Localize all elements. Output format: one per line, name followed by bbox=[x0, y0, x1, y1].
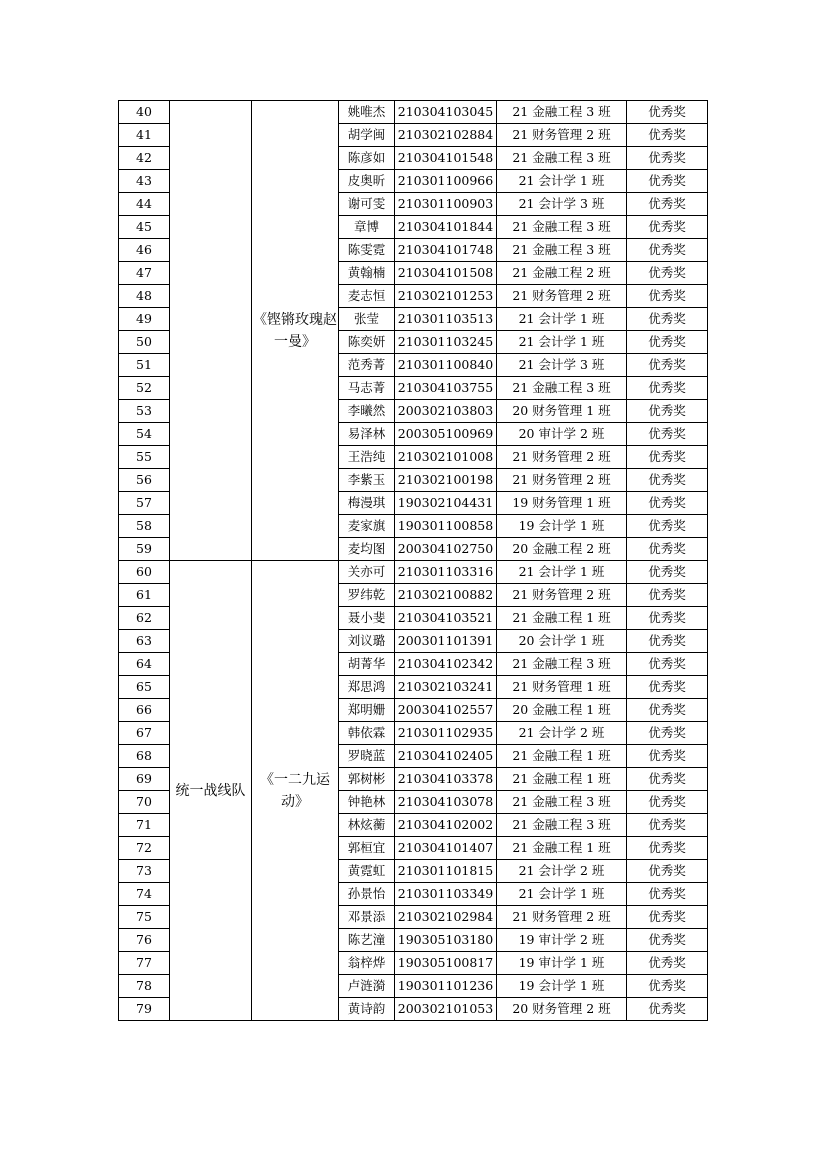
award-cell: 优秀奖 bbox=[627, 400, 708, 423]
row-number-cell: 77 bbox=[119, 952, 170, 975]
award-cell: 优秀奖 bbox=[627, 515, 708, 538]
student-id-cell: 190305100817 bbox=[395, 952, 497, 975]
student-id-cell: 210304103521 bbox=[395, 607, 497, 630]
student-id-cell: 210302102984 bbox=[395, 906, 497, 929]
row-number-cell: 46 bbox=[119, 239, 170, 262]
row-number-cell: 49 bbox=[119, 308, 170, 331]
student-name-cell: 陈奕妍 bbox=[339, 331, 395, 354]
class-name-cell: 21 金融工程 1 班 bbox=[497, 768, 627, 791]
award-cell: 优秀奖 bbox=[627, 653, 708, 676]
student-id-cell: 210304101748 bbox=[395, 239, 497, 262]
class-name-cell: 21 财务管理 1 班 bbox=[497, 676, 627, 699]
award-cell: 优秀奖 bbox=[627, 262, 708, 285]
row-number-cell: 61 bbox=[119, 584, 170, 607]
work-title-cell: 《一二九运动》 bbox=[252, 561, 339, 1021]
award-cell: 优秀奖 bbox=[627, 607, 708, 630]
class-name-cell: 21 会计学 2 班 bbox=[497, 860, 627, 883]
student-id-cell: 210301103349 bbox=[395, 883, 497, 906]
student-name-cell: 张莹 bbox=[339, 308, 395, 331]
class-name-cell: 21 金融工程 1 班 bbox=[497, 607, 627, 630]
class-name-cell: 21 会计学 1 班 bbox=[497, 883, 627, 906]
student-id-cell: 210301100840 bbox=[395, 354, 497, 377]
student-id-cell: 200301101391 bbox=[395, 630, 497, 653]
student-id-cell: 210304102002 bbox=[395, 814, 497, 837]
award-cell: 优秀奖 bbox=[627, 975, 708, 998]
student-id-cell: 210304103755 bbox=[395, 377, 497, 400]
row-number-cell: 78 bbox=[119, 975, 170, 998]
award-cell: 优秀奖 bbox=[627, 423, 708, 446]
student-id-cell: 210302100882 bbox=[395, 584, 497, 607]
award-cell: 优秀奖 bbox=[627, 630, 708, 653]
row-number-cell: 59 bbox=[119, 538, 170, 561]
class-name-cell: 21 财务管理 2 班 bbox=[497, 124, 627, 147]
class-name-cell: 21 会计学 1 班 bbox=[497, 561, 627, 584]
student-id-cell: 210304101407 bbox=[395, 837, 497, 860]
row-number-cell: 44 bbox=[119, 193, 170, 216]
class-name-cell: 21 会计学 3 班 bbox=[497, 354, 627, 377]
student-id-cell: 190301100858 bbox=[395, 515, 497, 538]
award-cell: 优秀奖 bbox=[627, 285, 708, 308]
row-number-cell: 58 bbox=[119, 515, 170, 538]
student-id-cell: 210301103245 bbox=[395, 331, 497, 354]
student-name-cell: 孙景怡 bbox=[339, 883, 395, 906]
student-id-cell: 210301101815 bbox=[395, 860, 497, 883]
student-id-cell: 200302101053 bbox=[395, 998, 497, 1021]
class-name-cell: 20 金融工程 2 班 bbox=[497, 538, 627, 561]
table-row bbox=[119, 101, 708, 124]
student-name-cell: 钟艳林 bbox=[339, 791, 395, 814]
student-id-cell: 210304101508 bbox=[395, 262, 497, 285]
student-id-cell: 190302104431 bbox=[395, 492, 497, 515]
row-number-cell: 62 bbox=[119, 607, 170, 630]
student-name-cell: 郭桓宜 bbox=[339, 837, 395, 860]
row-number-cell: 40 bbox=[119, 101, 170, 124]
student-name-cell: 麦家旗 bbox=[339, 515, 395, 538]
student-id-cell: 210301100903 bbox=[395, 193, 497, 216]
student-name-cell: 林炫蘅 bbox=[339, 814, 395, 837]
table-body bbox=[119, 101, 708, 1021]
row-number-cell: 55 bbox=[119, 446, 170, 469]
class-name-cell: 21 会计学 1 班 bbox=[497, 308, 627, 331]
award-cell: 优秀奖 bbox=[627, 906, 708, 929]
table-row bbox=[119, 561, 708, 584]
row-number-cell: 47 bbox=[119, 262, 170, 285]
student-name-cell: 黄翰楠 bbox=[339, 262, 395, 285]
student-id-cell: 210302102884 bbox=[395, 124, 497, 147]
award-cell: 优秀奖 bbox=[627, 147, 708, 170]
student-id-cell: 210302101253 bbox=[395, 285, 497, 308]
student-id-cell: 210304101844 bbox=[395, 216, 497, 239]
class-name-cell: 21 财务管理 2 班 bbox=[497, 285, 627, 308]
class-name-cell: 21 金融工程 3 班 bbox=[497, 239, 627, 262]
award-cell: 优秀奖 bbox=[627, 101, 708, 124]
award-cell: 优秀奖 bbox=[627, 699, 708, 722]
student-id-cell: 210301100966 bbox=[395, 170, 497, 193]
award-cell: 优秀奖 bbox=[627, 469, 708, 492]
award-cell: 优秀奖 bbox=[627, 124, 708, 147]
award-cell: 优秀奖 bbox=[627, 193, 708, 216]
award-cell: 优秀奖 bbox=[627, 952, 708, 975]
student-name-cell: 邓景添 bbox=[339, 906, 395, 929]
class-name-cell: 21 金融工程 3 班 bbox=[497, 101, 627, 124]
award-table bbox=[118, 100, 708, 1021]
class-name-cell: 21 财务管理 2 班 bbox=[497, 584, 627, 607]
student-id-cell: 210302100198 bbox=[395, 469, 497, 492]
class-name-cell: 20 财务管理 2 班 bbox=[497, 998, 627, 1021]
award-cell: 优秀奖 bbox=[627, 837, 708, 860]
student-name-cell: 翁梓烨 bbox=[339, 952, 395, 975]
award-cell: 优秀奖 bbox=[627, 446, 708, 469]
class-name-cell: 20 金融工程 1 班 bbox=[497, 699, 627, 722]
award-cell: 优秀奖 bbox=[627, 722, 708, 745]
student-name-cell: 梅漫琪 bbox=[339, 492, 395, 515]
row-number-cell: 54 bbox=[119, 423, 170, 446]
class-name-cell: 20 审计学 2 班 bbox=[497, 423, 627, 446]
row-number-cell: 71 bbox=[119, 814, 170, 837]
row-number-cell: 67 bbox=[119, 722, 170, 745]
row-number-cell: 70 bbox=[119, 791, 170, 814]
class-name-cell: 21 金融工程 1 班 bbox=[497, 837, 627, 860]
row-number-cell: 68 bbox=[119, 745, 170, 768]
student-id-cell: 210304103045 bbox=[395, 101, 497, 124]
award-cell: 优秀奖 bbox=[627, 791, 708, 814]
student-id-cell: 190301101236 bbox=[395, 975, 497, 998]
student-name-cell: 郑思鸿 bbox=[339, 676, 395, 699]
student-name-cell: 范秀菁 bbox=[339, 354, 395, 377]
class-name-cell: 20 会计学 1 班 bbox=[497, 630, 627, 653]
award-cell: 优秀奖 bbox=[627, 676, 708, 699]
student-name-cell: 易泽林 bbox=[339, 423, 395, 446]
row-number-cell: 48 bbox=[119, 285, 170, 308]
student-id-cell: 210302101008 bbox=[395, 446, 497, 469]
student-name-cell: 罗纬乾 bbox=[339, 584, 395, 607]
row-number-cell: 74 bbox=[119, 883, 170, 906]
class-name-cell: 19 财务管理 1 班 bbox=[497, 492, 627, 515]
class-name-cell: 21 会计学 1 班 bbox=[497, 170, 627, 193]
student-name-cell: 麦均图 bbox=[339, 538, 395, 561]
student-id-cell: 200302103803 bbox=[395, 400, 497, 423]
class-name-cell: 20 财务管理 1 班 bbox=[497, 400, 627, 423]
row-number-cell: 66 bbox=[119, 699, 170, 722]
class-name-cell: 21 金融工程 2 班 bbox=[497, 262, 627, 285]
award-cell: 优秀奖 bbox=[627, 377, 708, 400]
student-id-cell: 210304103378 bbox=[395, 768, 497, 791]
row-number-cell: 72 bbox=[119, 837, 170, 860]
row-number-cell: 41 bbox=[119, 124, 170, 147]
student-name-cell: 陈雯霓 bbox=[339, 239, 395, 262]
class-name-cell: 21 会计学 3 班 bbox=[497, 193, 627, 216]
student-id-cell: 210304102405 bbox=[395, 745, 497, 768]
award-cell: 优秀奖 bbox=[627, 170, 708, 193]
student-id-cell: 210301103513 bbox=[395, 308, 497, 331]
award-cell: 优秀奖 bbox=[627, 584, 708, 607]
row-number-cell: 45 bbox=[119, 216, 170, 239]
row-number-cell: 60 bbox=[119, 561, 170, 584]
award-cell: 优秀奖 bbox=[627, 538, 708, 561]
student-name-cell: 郑明姗 bbox=[339, 699, 395, 722]
row-number-cell: 64 bbox=[119, 653, 170, 676]
row-number-cell: 43 bbox=[119, 170, 170, 193]
student-id-cell: 200304102750 bbox=[395, 538, 497, 561]
award-cell: 优秀奖 bbox=[627, 239, 708, 262]
class-name-cell: 21 金融工程 3 班 bbox=[497, 216, 627, 239]
student-name-cell: 胡菁华 bbox=[339, 653, 395, 676]
award-cell: 优秀奖 bbox=[627, 883, 708, 906]
student-name-cell: 胡学闽 bbox=[339, 124, 395, 147]
student-name-cell: 聂小斐 bbox=[339, 607, 395, 630]
student-id-cell: 200304102557 bbox=[395, 699, 497, 722]
award-cell: 优秀奖 bbox=[627, 745, 708, 768]
row-number-cell: 76 bbox=[119, 929, 170, 952]
student-name-cell: 章博 bbox=[339, 216, 395, 239]
award-cell: 优秀奖 bbox=[627, 216, 708, 239]
student-name-cell: 谢可雯 bbox=[339, 193, 395, 216]
student-name-cell: 李曦然 bbox=[339, 400, 395, 423]
student-name-cell: 罗晓蓝 bbox=[339, 745, 395, 768]
award-cell: 优秀奖 bbox=[627, 998, 708, 1021]
award-cell: 优秀奖 bbox=[627, 492, 708, 515]
row-number-cell: 63 bbox=[119, 630, 170, 653]
award-cell: 优秀奖 bbox=[627, 768, 708, 791]
award-cell: 优秀奖 bbox=[627, 929, 708, 952]
team-name-cell: 统一战线队 bbox=[170, 561, 252, 1021]
student-id-cell: 190305103180 bbox=[395, 929, 497, 952]
student-id-cell: 210301103316 bbox=[395, 561, 497, 584]
award-cell: 优秀奖 bbox=[627, 331, 708, 354]
team-name-cell bbox=[170, 101, 252, 561]
student-name-cell: 姚唯杰 bbox=[339, 101, 395, 124]
row-number-cell: 73 bbox=[119, 860, 170, 883]
student-name-cell: 皮奥昕 bbox=[339, 170, 395, 193]
class-name-cell: 21 金融工程 1 班 bbox=[497, 745, 627, 768]
class-name-cell: 21 金融工程 3 班 bbox=[497, 791, 627, 814]
class-name-cell: 19 审计学 2 班 bbox=[497, 929, 627, 952]
award-cell: 优秀奖 bbox=[627, 860, 708, 883]
student-name-cell: 卢涟漪 bbox=[339, 975, 395, 998]
row-number-cell: 79 bbox=[119, 998, 170, 1021]
row-number-cell: 56 bbox=[119, 469, 170, 492]
class-name-cell: 19 审计学 1 班 bbox=[497, 952, 627, 975]
student-name-cell: 郭树彬 bbox=[339, 768, 395, 791]
work-title-cell: 《铿锵玫瑰赵一曼》 bbox=[252, 101, 339, 561]
award-cell: 优秀奖 bbox=[627, 308, 708, 331]
class-name-cell: 21 金融工程 3 班 bbox=[497, 814, 627, 837]
student-id-cell: 210304103078 bbox=[395, 791, 497, 814]
class-name-cell: 21 会计学 2 班 bbox=[497, 722, 627, 745]
student-name-cell: 黄诗韵 bbox=[339, 998, 395, 1021]
class-name-cell: 19 会计学 1 班 bbox=[497, 975, 627, 998]
student-name-cell: 关亦可 bbox=[339, 561, 395, 584]
row-number-cell: 75 bbox=[119, 906, 170, 929]
class-name-cell: 21 金融工程 3 班 bbox=[497, 377, 627, 400]
class-name-cell: 21 财务管理 2 班 bbox=[497, 906, 627, 929]
class-name-cell: 21 财务管理 2 班 bbox=[497, 446, 627, 469]
class-name-cell: 19 会计学 1 班 bbox=[497, 515, 627, 538]
award-cell: 优秀奖 bbox=[627, 814, 708, 837]
student-id-cell: 210301102935 bbox=[395, 722, 497, 745]
row-number-cell: 69 bbox=[119, 768, 170, 791]
row-number-cell: 42 bbox=[119, 147, 170, 170]
student-name-cell: 李紫玉 bbox=[339, 469, 395, 492]
class-name-cell: 21 财务管理 2 班 bbox=[497, 469, 627, 492]
row-number-cell: 57 bbox=[119, 492, 170, 515]
class-name-cell: 21 金融工程 3 班 bbox=[497, 147, 627, 170]
row-number-cell: 65 bbox=[119, 676, 170, 699]
student-name-cell: 韩依霖 bbox=[339, 722, 395, 745]
student-name-cell: 陈艺潼 bbox=[339, 929, 395, 952]
class-name-cell: 21 会计学 1 班 bbox=[497, 331, 627, 354]
award-cell: 优秀奖 bbox=[627, 561, 708, 584]
class-name-cell: 21 金融工程 3 班 bbox=[497, 653, 627, 676]
student-name-cell: 马志菁 bbox=[339, 377, 395, 400]
row-number-cell: 50 bbox=[119, 331, 170, 354]
student-id-cell: 210304101548 bbox=[395, 147, 497, 170]
student-name-cell: 黄霓虹 bbox=[339, 860, 395, 883]
student-id-cell: 210304102342 bbox=[395, 653, 497, 676]
student-id-cell: 210302103241 bbox=[395, 676, 497, 699]
row-number-cell: 52 bbox=[119, 377, 170, 400]
row-number-cell: 51 bbox=[119, 354, 170, 377]
student-name-cell: 刘议璐 bbox=[339, 630, 395, 653]
student-id-cell: 200305100969 bbox=[395, 423, 497, 446]
award-cell: 优秀奖 bbox=[627, 354, 708, 377]
student-name-cell: 陈彦如 bbox=[339, 147, 395, 170]
row-number-cell: 53 bbox=[119, 400, 170, 423]
student-name-cell: 麦志恒 bbox=[339, 285, 395, 308]
student-name-cell: 王浩纯 bbox=[339, 446, 395, 469]
